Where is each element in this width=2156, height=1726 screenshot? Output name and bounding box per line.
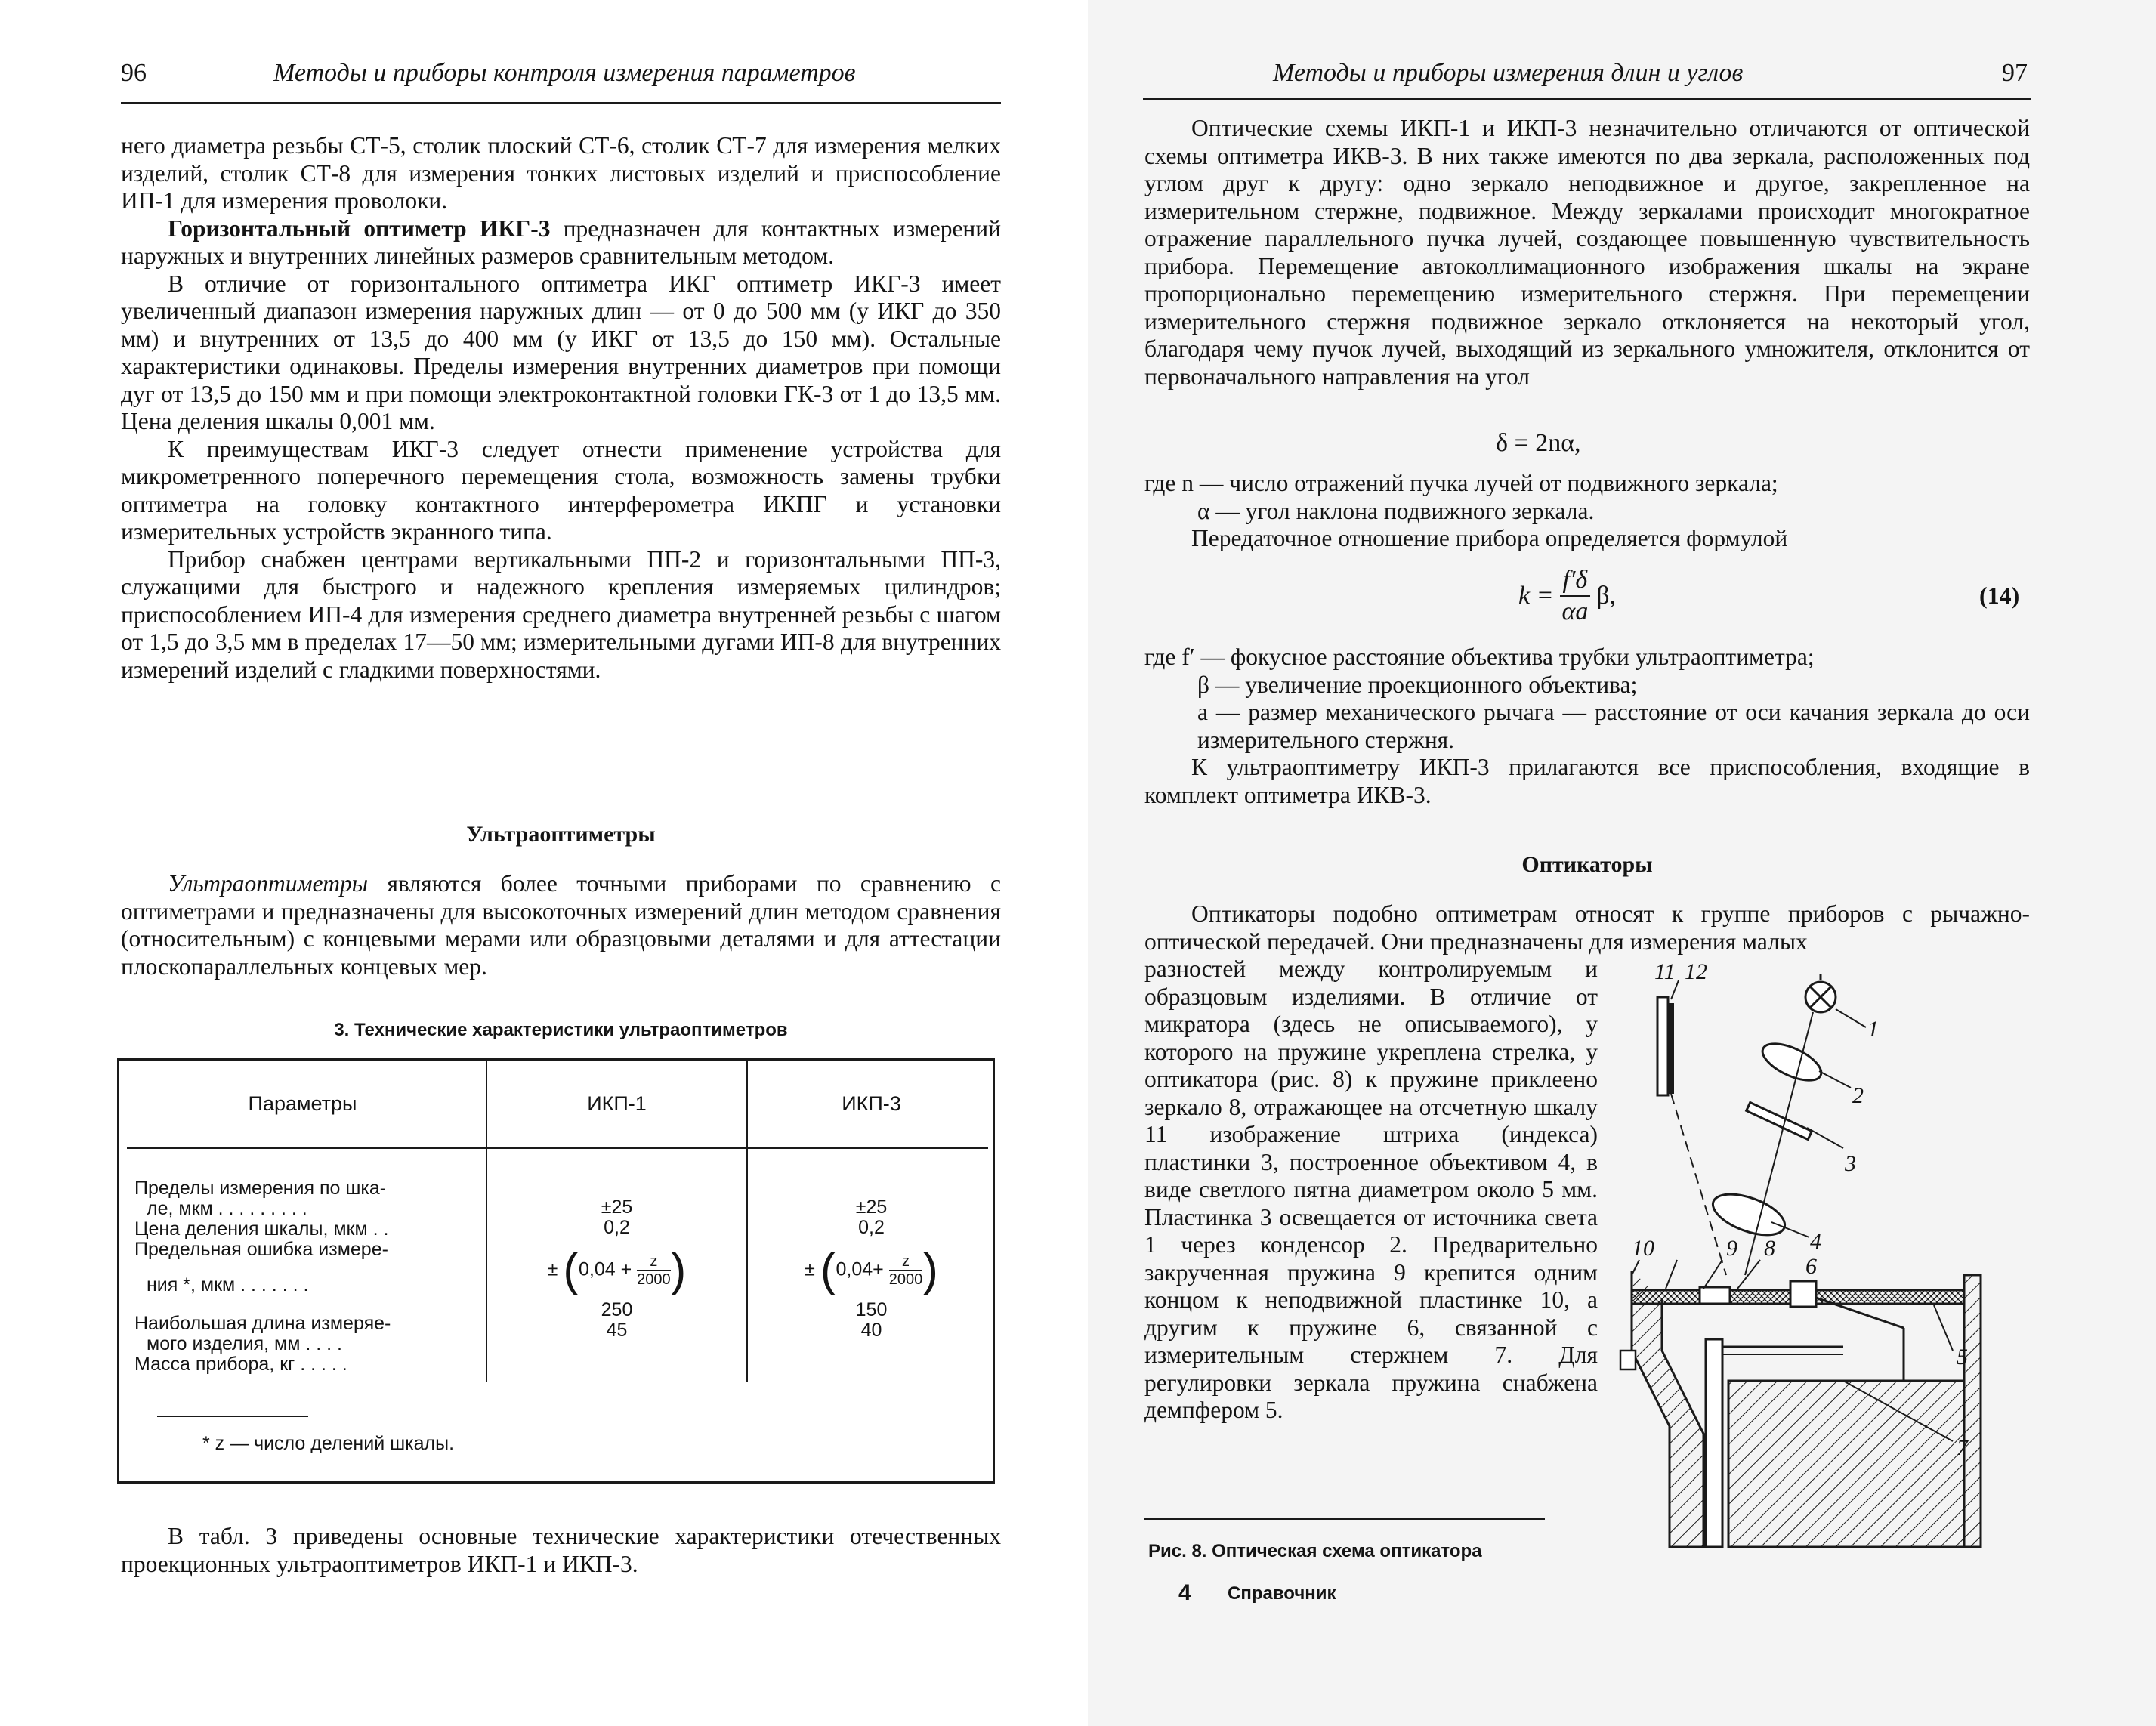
objective-lens bbox=[1707, 1186, 1790, 1243]
right-text-block-2 bbox=[1144, 470, 2030, 553]
row-length-label-a: Наибольшая длина измеряе- bbox=[134, 1313, 391, 1334]
where-a: a — размер механического рычага — расстояние от оси качания зеркала до оси измерительного стержня. bbox=[1197, 699, 2030, 753]
fig-label-2: 2 bbox=[1852, 1083, 1864, 1108]
paragraph-opticators-body: разностей между контролируемым и образцовым изделиями. В отличие от микратора (здесь не описываемого), у которого на пружине укреплена стрелка, у оптикатора (рис. 8) к пружине приклеено зеркало 8, отражающее на отсчетную шкалу 11 изображение штриха (индекса) пластинки 3, построенное объективом 4, в виде светлого пятна диаметром около 5 мм. Пластинка 3 освещается от источника света 1 через конденсор 2. Предварительно закрученная пружина 9 крепится одним концом к неподвижной пластинке 10, а другим к пружине 6, связанной с измерительным стержнем 7. Для регулировки зеркала пружина снабжена демпфером 5. bbox=[1144, 956, 1598, 1423]
th-parameters: Параметры bbox=[248, 1092, 357, 1115]
formula-k bbox=[1518, 565, 1616, 627]
right-text-block-1 bbox=[1144, 115, 2030, 391]
page-number-left: 96 bbox=[121, 59, 147, 87]
screw bbox=[1620, 1351, 1636, 1369]
ikp1-error: ± (0,04 + $\frac{z}{2000}$ ) bbox=[547, 1244, 687, 1296]
paragraph-ultraoptimeters-text: являются более точными приборами по сравнению с оптиметрами и предназначены для высокоточных измерений длин методом сравнения (относительным) с концевыми мерами или образцовыми деталями и для аттестации плоскопараллельных концевых мер. bbox=[121, 870, 1001, 980]
right-text-block-5 bbox=[1144, 956, 1598, 1425]
right-page bbox=[1088, 0, 2156, 1726]
left-page bbox=[0, 0, 1073, 1726]
ikp1-max-length: 250 bbox=[601, 1299, 633, 1320]
formula-k-num: f′δ bbox=[1560, 565, 1591, 597]
left-text-block-2 bbox=[121, 870, 1001, 980]
fig-label-11: 11 bbox=[1654, 959, 1676, 984]
ikp1-error-const: 0,04 + bbox=[579, 1258, 632, 1280]
row-length-label-b: мого изделия, мм . . . . bbox=[147, 1333, 342, 1354]
left-text-block-1 bbox=[121, 132, 1001, 684]
fig-label-8: 8 bbox=[1764, 1236, 1775, 1261]
formula-number: (14) bbox=[1979, 582, 2020, 609]
paragraph-centers: Прибор снабжен центрами вертикальными ПП-2 и горизонтальными ПП-3, служащими для быстрого и надежного крепления измеряемых цилиндров; приспособлением ИП-4 для измерения среднего диаметра внутренней резьбы с шагом от 1,5 до 3,5 мм в пределах 17—50 мм; измерительными дугами ИП-8 для внутренних измерений изделий с гладкими поверхностями. bbox=[121, 545, 1001, 683]
formula-k-rhs: β, bbox=[1596, 582, 1617, 610]
housing-left bbox=[1632, 1271, 1703, 1547]
ikp3-error-pm: ± bbox=[805, 1258, 815, 1280]
paragraph-ikg3-text: предназначен для контактных измерений наружных и внутренних линейных размеров сравнительным методом. bbox=[121, 215, 1001, 269]
figure-opticator-scheme bbox=[1617, 958, 2025, 1562]
row-range-label-a: Пределы измерения по шка- bbox=[134, 1178, 387, 1199]
formula-k-fraction bbox=[1560, 565, 1591, 627]
formula-delta: δ = 2nα, bbox=[1496, 429, 1581, 457]
paragraph-opticators-intro: Оптикаторы подобно оптиметрам относят к группе приборов с рычажно-оптической передачей. Они предназначены для измерения малых bbox=[1144, 900, 2030, 955]
fig-label-4: 4 bbox=[1810, 1229, 1821, 1254]
ikp1-mass: 45 bbox=[606, 1320, 628, 1341]
page-number-right: 97 bbox=[2002, 59, 2028, 87]
scale-index bbox=[1668, 1003, 1674, 1094]
row-labels bbox=[134, 1178, 482, 1375]
row-range-label-b: ле, мкм . . . . . . . . . bbox=[147, 1198, 307, 1219]
paragraph-transfer-ratio: Передаточное отношение прибора определяется формулой bbox=[1191, 525, 1788, 551]
paragraph-difference: В отличие от горизонтального оптиметра ИКГ оптиметр ИКГ-3 имеет увеличенный диапазон измерения наружных длин — от 0 до 500 мм (у ИКГ до 350 мм) и внутренних от 13,5 до 400 мм (у ИКГ от 13,5 до 150 мм). Остальные характеристики одинаковы. Пределы измерения внутренних диаметров при помощи дуг от 13,5 до 150 мм и при помощи электроконтактной головки ГК-3 от 1 до 13,5 мм. Цена деления шкалы 0,001 мм. bbox=[121, 270, 1001, 434]
spec-table bbox=[117, 1058, 995, 1484]
paragraph-continuation: него диаметра резьбы СТ-5, столик плоский СТ-6, столик СТ-7 для измерения мелких изделий, столик СТ-8 для измерения тонких листовых изделий и приспособление ИП-1 для измерения проволоки. bbox=[121, 132, 1001, 214]
left-text-block-3 bbox=[121, 1523, 1001, 1578]
caption-rule bbox=[1144, 1518, 1545, 1520]
ikp3-error-den: 2000 bbox=[888, 1271, 923, 1288]
fig-label-1: 1 bbox=[1867, 1017, 1879, 1042]
signature-book: Справочник bbox=[1228, 1583, 1336, 1604]
ikp3-values bbox=[748, 1197, 995, 1341]
where-n: где n — число отражений пучка лучей от подвижного зеркала; bbox=[1144, 470, 1778, 496]
where-alpha: α — угол наклона подвижного зеркала. bbox=[1197, 497, 1595, 524]
ikp1-values bbox=[487, 1197, 746, 1341]
housing-right bbox=[1964, 1275, 1981, 1547]
paragraph-accessories: К ультраоптиметру ИКП-3 прилагаются все приспособления, входящие в комплект оптиметра ИКВ-3. bbox=[1144, 754, 2030, 808]
header-rule-left bbox=[121, 102, 1001, 104]
ikp1-error-fraction bbox=[637, 1253, 671, 1288]
signature-number: 4 bbox=[1178, 1580, 1191, 1605]
running-header-left: Методы и приборы контроля измерения параметров bbox=[273, 59, 856, 87]
ikp1-error-pm: ± bbox=[547, 1258, 558, 1280]
damper-5 bbox=[1790, 1281, 1816, 1307]
table-caption: 3. Технические характеристики ультраоптиметров bbox=[334, 1020, 788, 1040]
ikp1-division: 0,2 bbox=[604, 1217, 630, 1238]
ikp3-error-const: 0,04+ bbox=[836, 1258, 884, 1280]
paragraph-advantages: К преимуществам ИКГ-3 следует отнести применение устройства для микрометренного поперечного перемещения стола, возможность замены трубки оптиметра на головку контактного интерферометра ИКПГ и установки измерительных устройств экранного типа. bbox=[121, 435, 1001, 545]
paragraph-ikg3 bbox=[121, 215, 1001, 270]
ikp3-error-num: z bbox=[889, 1253, 923, 1271]
mirror-8 bbox=[1700, 1287, 1730, 1304]
fig-label-6: 5 bbox=[1957, 1345, 1968, 1369]
paragraph-ultraoptimeters bbox=[121, 870, 1001, 980]
row-error-label-a: Предельная ошибка измере- bbox=[134, 1239, 388, 1260]
right-text-block-4 bbox=[1144, 900, 2030, 956]
ikp3-error-fraction bbox=[889, 1253, 923, 1288]
ikp3-error: ± (0,04+ $\frac{z}{2000}$ ) bbox=[805, 1244, 938, 1296]
formula-k-den: αa bbox=[1561, 597, 1589, 625]
ikp1-error-num: z bbox=[637, 1253, 671, 1271]
header-rule bbox=[127, 1147, 988, 1149]
ikp3-mass: 40 bbox=[860, 1320, 882, 1341]
row-error-label-b: ния *, мкм . . . . . . . bbox=[147, 1274, 309, 1295]
fig-label-5: 6 bbox=[1805, 1254, 1817, 1279]
term-ikg3: Горизонтальный оптиметр ИКГ-3 bbox=[168, 215, 551, 242]
index-plate bbox=[1747, 1103, 1812, 1140]
th-ikp3: ИКП-3 bbox=[842, 1092, 901, 1115]
where-f: где f′ — фокусное расстояние объектива трубки ультраоптиметра; bbox=[1144, 644, 1815, 670]
footnote-rule bbox=[157, 1416, 308, 1417]
paragraph-table-ref: В табл. 3 приведены основные технические характеристики отечественных проекционных ультраоптиметров ИКП-1 и ИКП-3. bbox=[121, 1523, 1001, 1577]
reflected-ray bbox=[1671, 1094, 1726, 1275]
running-header-right: Методы и приборы измерения длин и углов bbox=[1273, 59, 1744, 87]
ikp3-range: ±25 bbox=[855, 1196, 888, 1218]
table-footnote: * z — число делений шкалы. bbox=[202, 1433, 455, 1454]
figure-caption: Рис. 8. Оптическая схема оптикатора bbox=[1148, 1541, 1482, 1561]
base-block bbox=[1728, 1381, 1964, 1547]
fig-label-12: 12 bbox=[1685, 959, 1707, 984]
ikp1-error-den: 2000 bbox=[637, 1271, 671, 1288]
fig-label-7: 7 bbox=[1957, 1435, 1968, 1460]
measuring-rod-7 bbox=[1706, 1339, 1722, 1547]
right-text-block-3 bbox=[1144, 644, 2030, 809]
th-ikp1: ИКП-1 bbox=[587, 1092, 647, 1115]
fig-label-3: 3 bbox=[1845, 1151, 1856, 1176]
formula-k-lhs: k = bbox=[1518, 582, 1554, 610]
scale-plate bbox=[1657, 997, 1668, 1095]
condenser bbox=[1757, 1036, 1826, 1088]
ikp3-division: 0,2 bbox=[858, 1217, 885, 1238]
term-ultraoptimeters: Ультраоптиметры bbox=[168, 870, 369, 897]
ikp1-range: ±25 bbox=[601, 1196, 633, 1218]
row-division-label: Цена деления шкалы, мкм . . bbox=[134, 1218, 389, 1240]
fig-label-9: 9 bbox=[1726, 1236, 1737, 1261]
where-beta: β — увеличение проекционного объектива; bbox=[1197, 671, 1638, 698]
section-title-ultraoptimeters: Ультраоптиметры bbox=[466, 822, 656, 847]
row-mass-label: Масса прибора, кг . . . . . bbox=[134, 1354, 347, 1375]
ikp3-max-length: 150 bbox=[855, 1299, 888, 1320]
section-title-opticators: Оптикаторы bbox=[1521, 852, 1653, 877]
paragraph-optical-schemes: Оптические схемы ИКП-1 и ИКП-3 незначительно отличаются от оптической схемы оптиметра ИКВ-3. В них также имеются по два зеркала, расположенных под углом друг к другу: одно зеркало неподвижное и другое, закрепленное на измерительном стержне, подвижное. Между зеркалами происходит многократное отражение параллельного пучка лучей, создающее повышенную чувствительность прибора. Перемещение автоколлимационного изображения шкалы на экране пропорционально перемещению измерительного стержня. При перемещении измерительного стержня подвижное зеркало отклоняется на некоторый угол, благодаря чему пучок лучей, выходящий из зеркального умножителя, отклонится от первоначального направления на угол bbox=[1144, 115, 2030, 390]
header-rule-right bbox=[1143, 98, 2031, 100]
fig-label-10: 10 bbox=[1632, 1236, 1654, 1261]
